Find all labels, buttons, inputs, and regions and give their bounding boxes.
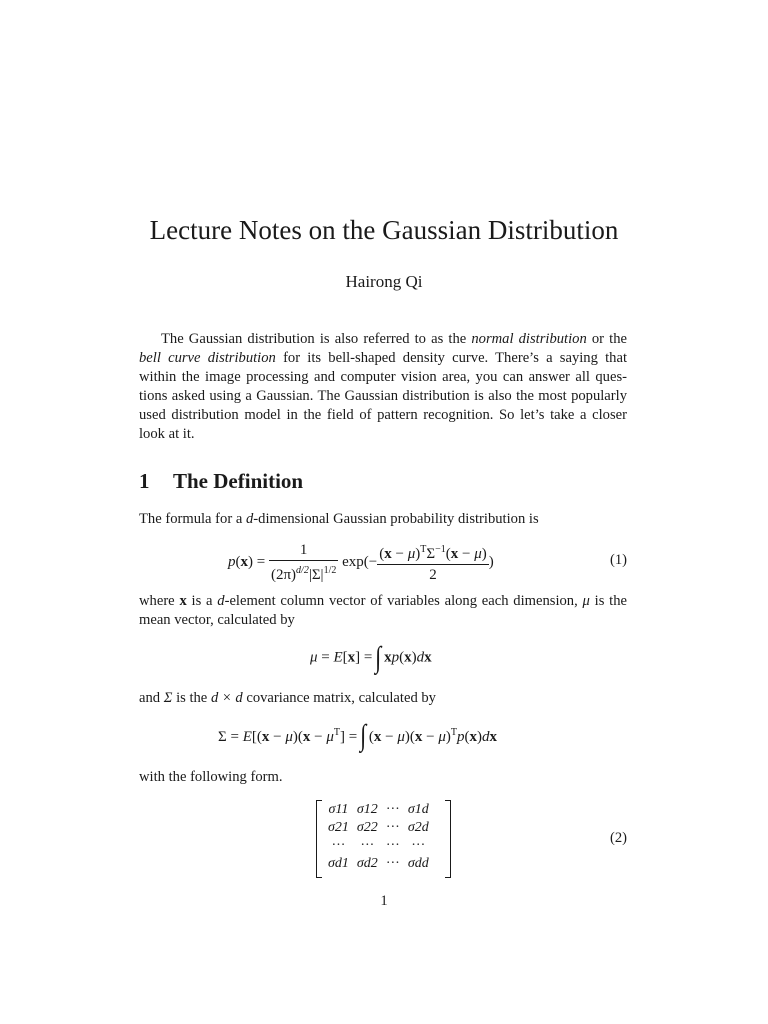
equation-1: p(x) = $\frac{1}{(2\pi)^{d/2}|\Sigma|^{1/2}}$ exp(− $\frac{(x - \mu)^T\Sigma^{-1}(x - \mu)}{2}$ )	[228, 542, 494, 583]
covariance-matrix	[316, 800, 451, 876]
equation-1-label: (1)	[609, 552, 627, 568]
formula-intro: The formula for a d-dimensional Gaussian probability distribution is	[139, 511, 539, 527]
intro-line-4: tions asked using a Gaussian. The Gaussian distribution is also the most popularly	[139, 388, 627, 404]
section-title: The Definition	[173, 469, 304, 493]
matrix-cell: σ1d	[407, 802, 429, 817]
matrix-cell: ···	[411, 838, 426, 853]
author-name: Hairong Qi	[345, 272, 423, 291]
section-number: 1	[139, 469, 150, 493]
covariance-intro: and Σ is the d × d covariance matrix, calculated by	[139, 690, 436, 706]
intro-line-1: The Gaussian distribution is also referred to as the normal distribution or the	[161, 331, 627, 347]
matrix-cell: σdd	[407, 856, 429, 871]
left-bracket	[316, 800, 322, 878]
matrix-cell: ···	[385, 802, 400, 817]
intro-paragraph	[139, 330, 627, 444]
matrix-cell: ···	[385, 838, 400, 853]
matrix-cell: σ11	[328, 802, 349, 817]
integral-sign: ∫	[375, 641, 382, 674]
matrix-cell: σ2d	[407, 820, 429, 835]
matrix-cell: σd2	[356, 856, 378, 871]
eq1-exponent: $\frac{(x - \mu)^T\Sigma^{-1}(x - \mu)}{2}$	[377, 540, 488, 585]
page-number: 1	[380, 893, 388, 909]
intro-line-2: bell curve distribution for its bell-shaped density curve. There’s a saying that	[139, 350, 627, 366]
integral-sign: ∫	[359, 719, 367, 752]
equation-2-label: (2)	[609, 830, 627, 846]
where-paragraph: where x is a d-element column vector of variables along each dimension, μ is the mean vector, calculated by	[139, 593, 627, 628]
matrix-cell: σ12	[356, 802, 378, 817]
eq1-coefficient: $\frac{1}{(2\pi)^{d/2}|\Sigma|^{1/2}}$	[270, 542, 337, 583]
matrix-cell: σ22	[356, 820, 378, 835]
paper-title: Lecture Notes on the Gaussian Distribution	[149, 215, 619, 245]
right-bracket	[445, 800, 451, 878]
matrix-cell: ···	[360, 838, 375, 853]
mean-equation: μ = E[x] = ∫ xp(x)dx	[310, 641, 432, 674]
matrix-row	[324, 837, 433, 855]
matrix-cell: ···	[385, 820, 400, 835]
section-heading	[139, 469, 303, 494]
matrix-cell: σ21	[328, 820, 349, 835]
matrix-row	[324, 819, 433, 837]
intro-line-6: look at it.	[139, 426, 195, 442]
matrix-intro: with the following form.	[139, 769, 283, 785]
matrix-cell: ···	[331, 838, 346, 853]
intro-line-3: within the image processing and computer vision area, you can answer all ques-	[139, 369, 627, 385]
matrix-cell: ···	[385, 856, 400, 871]
intro-line-5: used distribution model in the field of pattern recognition. So let’s take a closer	[139, 407, 627, 423]
matrix-row	[324, 801, 433, 819]
covariance-equation: $\Sigma = E[(x - \mu)(x - \mu^T]$ = ∫ $(x - \mu)(x - \mu)^Tp(x)dx$	[218, 719, 498, 752]
matrix-entries	[324, 801, 433, 873]
matrix-cell: σd1	[328, 856, 349, 871]
matrix-row	[324, 855, 433, 873]
